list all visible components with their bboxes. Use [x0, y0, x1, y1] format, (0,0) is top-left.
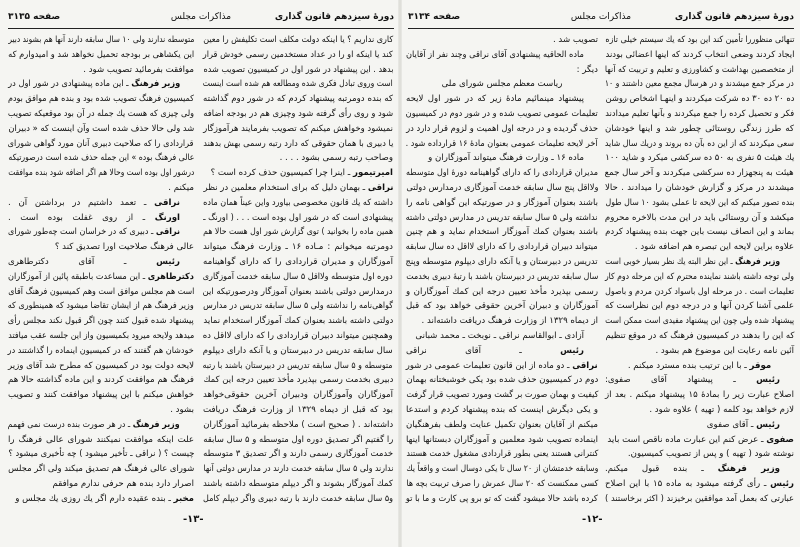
line-text: که بنده دومرتبه پیشنهاد کردم که در شور دوم گذاشته [203, 94, 393, 105]
line-text: تعلیمات است . در مرحله اول باسواد کردن مردم و باصول [605, 286, 794, 297]
text-line [406, 344, 598, 359]
line-text: ـ پیشنهاد آقای صفوی: [605, 375, 736, 386]
text-line [203, 270, 393, 285]
speaker-name: اورنگ [154, 212, 180, 223]
text-line [8, 418, 194, 433]
text-line [406, 359, 598, 374]
text-line [406, 270, 598, 285]
speaker-name: رئیس [560, 345, 584, 356]
line-text: ـ بهمان دلیل که برای استخدام معلمین در نظر [203, 182, 365, 193]
line-text: میتواند دبیران قراردادی را که دارای لااقل ده سال سابقه [405, 242, 598, 253]
line-text: ـ در هر صورت بنده درست نمی فهمم [7, 419, 131, 430]
line-text: داشته که یك قانون مخصوصی بیاورد واین عیناً همان ماده [203, 197, 393, 208]
line-text: ـ از روی غفلت بوده است . [8, 212, 146, 223]
line-text: خدمت آموزگاری رسمی دارند و اگر تصدیق ۳ متوسطه [203, 449, 393, 460]
text-line [203, 477, 393, 492]
text-line [605, 107, 794, 122]
text-line [8, 225, 194, 240]
line-text: اصرار دارد بنده هم حرفی ندارم موافقم [52, 478, 194, 489]
line-text: درمدارس دولتی باشند بعنوان آموزگار ودرصورتیکه این [202, 286, 393, 297]
text-line [605, 137, 794, 152]
line-text: و۵ سال سابقه خدمت دارند با رتبه دبیری واگر دیپلم کامل [202, 493, 393, 504]
line-text: کرده باشد حالا میشود گفت که تو برو پی کارت و ما با تو [406, 493, 598, 504]
text-line [605, 166, 794, 181]
text-line [605, 314, 794, 329]
line-text: تدریس در دبیرستان و یا آنکه دارای دیپلوم متوسطه وپنج [405, 256, 598, 267]
line-text: اینماده تصویب شود معلمین و آموزگاران دبستانها اینها [406, 434, 598, 445]
line-text: خواهش میکنم با این پیشنهاد موافقت کنند و تصویب [8, 390, 194, 401]
text-line [605, 447, 794, 462]
text-line [8, 462, 194, 477]
text-line [406, 240, 598, 255]
line-text: عبارتی که بعمل آمد موافقین برخیزند ( اکثر برخاستند ) [605, 493, 794, 504]
text-line [605, 63, 794, 78]
text-line [406, 33, 598, 48]
line-text: آزادی ـ ابوالقاسم نراقی ـ نوبخت ـ محمد شبانی [415, 330, 584, 341]
text-line [8, 373, 194, 388]
text-line [406, 211, 598, 226]
text-line [406, 285, 598, 300]
text-line [203, 196, 393, 211]
line-text: یك هیئت ۵ نفری به ۵۰ ده سرکشی میکرد و شاید ۱۰۰ [604, 153, 794, 164]
line-text: هیئت به پنجهزار ده سرکشی میکردند و آخر سال جمع [604, 168, 794, 179]
line-text: بشود . [170, 404, 194, 415]
header-rule [8, 28, 394, 29]
line-text: آئین نامه رعایت این موضوع هم بشود . [655, 345, 794, 356]
line-text: کند یا اینکه او را در عداد مستخدمین رسمی خودش قرار [202, 49, 393, 60]
line-text: کاری نداریم ؟ یا اینکه دولت مکلف است تکلیفش را معین [202, 35, 393, 45]
text-line [605, 462, 794, 477]
text-line [406, 196, 598, 211]
page-footer-number: -۱۳- [183, 514, 204, 525]
text-line [406, 92, 598, 107]
line-text: بود که قبل از دیماه ۱۳۲۹ از وزارت فرهنگ دریافت [203, 404, 393, 415]
text-line [203, 92, 393, 107]
speaker-name: نراقی [572, 360, 598, 371]
speaker-name: وزیر فرهنگ [133, 419, 180, 430]
speaker-name: رئیس [156, 256, 180, 267]
line-text: نمیشود وخواهش میکنم که تصویب بفرمایند هرآموزگار [203, 123, 393, 134]
line-text: از دیماه ۱۳۲۹ از وزارت فرهنگ دریافت داشته‌اند . [421, 316, 598, 327]
line-text: ـ آقای صفوی [706, 419, 754, 430]
line-text: حذف گردیده و در درجه اول اهمیت و لزوم قرار دارد در [406, 123, 598, 134]
text-line [605, 492, 794, 507]
line-text: سال سابقه تدریس در دبیرستان و یا آنکه دارای دیپلوم [203, 345, 393, 356]
text-line [8, 447, 194, 462]
text-line [8, 137, 194, 152]
text-line [203, 403, 393, 418]
line-text: در مرکز جمع میشدند و در هرسال مجمع معین داشتند و ۱۰ [604, 79, 794, 90]
line-text: عالی فرهنگ بوده » این جمله حذف شده است درصورتیکه [7, 153, 194, 164]
line-text: این یکشاهی بر بودجه تحمیل نخواهد شد و امیدوارم که [7, 49, 194, 60]
text-line [406, 314, 598, 329]
line-text: چیست ؟ ( نراقی ـ تأخیر میشود ) چه تأخیری میشود ؟ [7, 449, 194, 460]
line-text: متوسطه ندارند ولی ۱۰ سال سابقه دارند آنها هم بشوند دبیر [7, 35, 194, 45]
text-line [203, 388, 393, 403]
text-line [8, 344, 194, 359]
text-line [8, 492, 194, 507]
text-line [8, 433, 194, 448]
text-line [8, 196, 194, 211]
text-line [605, 270, 794, 285]
line-text: وصاحب رتبه رسمی بشود . . . . [279, 153, 393, 164]
line-text: ده ۲۰ ده ۳۰ ده شرکت میکردند و اینهـا اشخاص روشن [604, 94, 794, 105]
text-line [406, 433, 598, 448]
text-line [8, 166, 194, 181]
text-line [203, 255, 393, 270]
line-text: تعلیمات عمومی تصویب شده و در شور دوم در کمیسیون [405, 108, 598, 119]
text-line [203, 433, 393, 448]
line-text: متوسطه و ۵ سال سابقه تدریس در دبیرستان باشند با رتبه [202, 360, 393, 371]
text-line [203, 492, 393, 507]
text-line [406, 462, 598, 477]
text-line [605, 255, 794, 270]
text-line [203, 314, 393, 329]
line-text: موافقت بفرمائید تصویب شود . [83, 64, 194, 75]
speaker-name: دکترطاهری [147, 271, 194, 282]
text-line [203, 225, 393, 240]
text-line [8, 329, 194, 344]
line-text: یا دبیری با همان حقوقی که دارد رتبه رسمی بهش بدهند [202, 138, 393, 149]
text-line [406, 137, 598, 152]
line-text: کیفیت و بهمان صورت بر گشت ومورد تصویب قرار گرفت [405, 390, 598, 401]
line-text: مدیران قراردادی را که دارای گواهینامه دورهٔ اول متوسطه [405, 168, 598, 179]
line-text: است هم مجلس موافق است وهم کمیسیون فرهنگ آقای [7, 286, 194, 297]
text-line [8, 240, 194, 255]
text-line [406, 151, 598, 166]
section-title: مذاکرات مجلس [570, 12, 632, 22]
text-line [8, 151, 194, 166]
line-text: ولی چیزی که هست یك جمله در آن بود موقعیکه تصویب [7, 108, 194, 119]
line-text: وهمچنین میتواند دبیران قراردادی را که دارای لااقل ده [203, 330, 393, 341]
text-line [203, 240, 393, 255]
speaker-name: مخبر [173, 493, 194, 504]
line-text: پیشنهاد مینمائیم مادهٔ زیر که در شور اول لایحه [406, 94, 584, 105]
line-text: ایجاد کردند وضعی انتخاب کردند که اینها اعضائی بودند [604, 49, 794, 60]
line-text: لایحه دولت بود در کمیسیون که مطرح شد آقای وزیر [8, 360, 194, 371]
line-text: فرهنگ هم موافقت کردند و این ماده گذاشته حالا هم [8, 375, 194, 386]
text-line [605, 388, 794, 403]
line-text: وسابقه خدمتشان از ۲۰ سال تا یکی دوسال است و واقعاً یك [405, 464, 598, 475]
text-line [406, 166, 598, 181]
text-line [406, 492, 598, 507]
text-line [203, 137, 393, 152]
text-line [605, 196, 794, 211]
text-line [8, 122, 194, 137]
line-text: علت اینکه موافقت نمیکنند شورای عالی فرهنگ را [8, 434, 194, 445]
line-text: ـ بنده عقیده دارم اگر یك روزی یك مجلس و [15, 493, 171, 504]
text-line [203, 77, 393, 92]
line-text: سال سابقه تدریس در دبیرستان باشند با رتبهٔ دبیری بخدمت [405, 271, 598, 282]
line-text: نداشته ولی ۵ سال سابقه تدریس در مدارس دولتی داشته [406, 212, 598, 223]
session-title: دورهٔ سیزدهم قانون گذاری [274, 12, 394, 22]
line-text: ماده الحاقیه پیشنهادی آقای نراقی وچند نفر از آقایان [406, 49, 584, 60]
line-text: آخر لایحه تعلیمات عمومی بعنوان مادهٔ ۱۶ قرارداده شود . [405, 138, 598, 149]
line-text: علمی آشنا کردن آنها و در درجه دوم این نظراست که [605, 301, 794, 312]
line-text: باشند بعنوان کمك آموزگار استخدام نماید و هم چنین [406, 227, 598, 238]
text-line [8, 285, 194, 300]
line-text: آموزگاران وآموزگاران ودبیران آخرین حقوقی‌خواهد [203, 390, 393, 401]
line-text: پیشنهادی است که در شور اول بوده است . . . ( اورنگ ـ [202, 212, 393, 223]
line-text: درشور اول بوده است وحالا هم اگر اضافه شود بنده موافقت [7, 168, 194, 179]
line-text: شود و روی رأی گرفته شود وچیزی هم در بودجه اضافه [203, 108, 393, 119]
text-line [203, 33, 393, 48]
text-line [605, 477, 794, 492]
line-text: تصویب شد . [552, 35, 598, 45]
section-title: مذاکرات مجلس [170, 12, 232, 22]
session-title: دورهٔ سیزدهم قانون گذاری [674, 12, 794, 22]
line-text: پیشنهاد شده ولی چون این پیشنهاد مفیدی است ممکن است [604, 316, 794, 327]
text-column [203, 33, 393, 507]
line-text: نوشته شود ( تهیه ) و پس از تصویب کمیسیون. [627, 449, 794, 460]
line-text: دولتی داشته باشند بعنوان کمك آموزگار استخدام نماید [203, 316, 393, 327]
text-line [605, 240, 794, 255]
page-footer-number: -۱۲- [582, 514, 603, 525]
line-text: که طرز زندگی روستائی چطور شد و اینها خودشان [605, 123, 794, 134]
line-text: ولااقل پنج سال سابقه خدمت آموزگاری درمدارس دولتی [405, 182, 598, 193]
text-line [406, 373, 598, 388]
text-line [605, 418, 794, 433]
line-text: میکنم . [168, 182, 194, 193]
line-text: رسمی بپذیرد مأخذ تعیین درجه این کمك آموزگاران و [406, 286, 598, 297]
text-line [8, 314, 194, 329]
line-text: عالی فرهنگ صلاحیت اورا تصدیق کند ؟ [54, 242, 194, 253]
line-text: که این را بدهند در کمیسیون فرهنگ که در موقع تنظیم [605, 330, 794, 341]
text-line [406, 122, 598, 137]
text-line [203, 48, 393, 63]
line-text: لازم خواهد بود کلمه ( تهیه ) علاوه شود . [649, 404, 794, 415]
line-text: بنده تصور میکنم که این لایحه تا عملی بشود ۱۰ سال طول [605, 197, 794, 208]
text-line [605, 211, 794, 226]
text-line [406, 77, 598, 92]
text-line [605, 299, 794, 314]
line-text: همین ماده را بخوانید ) توی گزارش شور اول هست حالا هم [203, 227, 393, 238]
page-header [408, 10, 794, 28]
text-line [605, 373, 794, 388]
line-text: سعی میکردند که از این ده بآن ده بروند و دریك سال شاید [604, 138, 794, 149]
speaker-name: وزیر فرهنگ [735, 256, 780, 267]
line-text: ـ رأی گرفته میشود به ماده ۱۵ با این اصلاح [605, 478, 767, 489]
line-text: میدهد ولایحه میرود بکمیسیون واز این جلسه عقب میافتد [8, 330, 194, 341]
speaker-name: نراقی [155, 227, 180, 238]
text-line [8, 477, 194, 492]
text-line [406, 418, 598, 433]
text-line [203, 344, 393, 359]
text-line [203, 166, 393, 181]
text-line [8, 388, 194, 403]
line-text: ـ دو ماده از این قانون تعلیمات عمومی در شور [406, 360, 570, 371]
text-column [406, 33, 598, 507]
text-line [8, 181, 194, 196]
line-text: میکنم از آقایان بعنوان تکمیل عنایت ولطف بفرهنگیان [406, 419, 598, 430]
speaker-name: رئیس [756, 419, 780, 430]
speaker-name: نراقی [154, 197, 180, 208]
line-text: وزیر فرهنگ هم از ایشان تقاضا میشود که همینطوری که [8, 301, 194, 312]
line-text: کنترانی هستند یعنی بطور قراردادی مشغول خدمت هستند [406, 449, 598, 460]
line-text: ـ عرض کنم این عبارت ماده ناقص است باید [607, 434, 764, 445]
line-text: بماند و این انصاف نیست باین جهت بنده پیشنهاد کردم [605, 227, 794, 238]
text-line [8, 299, 194, 314]
text-column [8, 33, 194, 507]
text-line [203, 462, 393, 477]
line-text: آموزگاران و مدیران قراردادی را که دارای گواهینامه [203, 256, 393, 267]
text-line [605, 285, 794, 300]
line-text: ـ اینرا چرا کمیسیون حذف کرده است ؟ [210, 168, 351, 179]
line-text: کسی ممکنست که ۲۰ سال عمرش را صرف تربیت بچه ها [406, 478, 598, 489]
line-text: ـ آقای دکترطاهری [8, 256, 127, 267]
text-line [605, 344, 794, 359]
page-number: صفحه ۳۱۳۵ [8, 12, 61, 22]
line-text: داشته‌اند . ( صحیح است ) ملاحظه بفرمائید آموزگاران [202, 419, 393, 430]
text-line [605, 92, 794, 107]
line-text: و یکی دیگرش اینست که بنده پیشنهاد کردم و استدعا [406, 404, 598, 415]
line-text: خودشان هم گفتند که در کمیسیون اینماده را گذاشتند در [7, 345, 194, 356]
line-text: دیگر : [576, 64, 598, 75]
text-line [605, 225, 794, 240]
text-line [203, 151, 393, 166]
line-text: آموزگاران و دبیران آخرین حقوقی خواهد بود که قبل [406, 301, 598, 312]
line-text: ماده ۱۶ ـ وزارت فرهنگ میتواند آموزگاران و [428, 153, 584, 164]
page-header [8, 10, 394, 28]
speaker-name: صفوی [766, 434, 794, 445]
line-text: کمیسیون فرهنگ تصویب شده بود و بنده هم موافق بودم [8, 94, 194, 105]
line-text: دوم در کمیسیون حذف شده بود یکی خوشبختانه بهمان [406, 375, 598, 386]
line-text: شد ولی حالا حذف شده است وآن اینست که « دبیران [8, 123, 194, 134]
text-line [605, 433, 794, 448]
line-text: میکشد و آن روستائی باید در این مدت بالاخره محروم [604, 212, 794, 223]
line-text: قراردادی را که صلاحیت دبیری آنان مورد گواهی شورای [8, 138, 194, 149]
text-line [8, 92, 194, 107]
line-text: ـ دبیری که در خراسان است چه‌طور شورای [7, 227, 154, 238]
text-line [8, 48, 194, 63]
speaker-name: موقر [749, 360, 772, 371]
text-line [8, 359, 194, 374]
line-text: دومرتبه میخوانم : مـاده ۱۶ ـ وزارت فرهنگ میتواند [203, 242, 393, 253]
speaker-name: وزیر فرهنگ [717, 464, 780, 475]
text-line [605, 359, 794, 374]
text-line [406, 63, 598, 78]
text-line [406, 329, 598, 344]
speaker-name: وزیر فرهنگ [130, 79, 180, 90]
line-text: بدهد . این پیشنهاد در شور اول در کمیسیون تصویب شده [203, 64, 393, 75]
text-line [203, 359, 393, 374]
text-line [605, 181, 794, 196]
text-line [406, 403, 598, 418]
text-line [605, 329, 794, 344]
text-line [8, 77, 194, 92]
text-line [406, 299, 598, 314]
text-line [605, 151, 794, 166]
text-line [203, 122, 393, 137]
page-number: صفحه ۳۱۳۴ [408, 12, 461, 22]
speaker-name: رئیس [756, 375, 780, 386]
line-text: اصلاح عبارت زیر را بمادهٔ ۱۵ پیشنهاد میکنم . بعد از [605, 390, 794, 401]
speaker-name: امیرتیمور [353, 168, 393, 179]
text-line [406, 107, 598, 122]
text-line [8, 255, 194, 270]
line-text: گواهی‌نامه را نداشته ولی ۵ سال سابقه تدریس در مدارس [203, 301, 393, 312]
text-line [8, 107, 194, 122]
text-line [8, 403, 194, 418]
text-line [406, 447, 598, 462]
text-line [406, 477, 598, 492]
line-text: ـ بنده قبول میکنم. [605, 464, 704, 475]
text-line [605, 33, 794, 48]
text-line [406, 255, 598, 270]
line-text: ـ این مساعدت باطبقه پائین از آموزگاران [8, 271, 146, 282]
line-text: را گفتیم اگر تصدیق دوره اول متوسطه و ۵ سال سابقه [203, 434, 393, 445]
line-text: ـ تعمد داشتیم در برداشتن آن . [8, 197, 147, 208]
text-line [203, 447, 393, 462]
page-3134 [400, 0, 800, 547]
text-line [406, 388, 598, 403]
line-text: ندارند ولی ۵ سال سابقه خدمت دارند در مدارس دولتی آنها [203, 464, 393, 475]
text-line [8, 270, 194, 285]
text-line [8, 211, 194, 226]
text-line [8, 63, 194, 78]
line-text: ـ این نظر البته یك نظر بسیار خوبی است [605, 256, 733, 267]
line-text: علاوه براین لایحه این تبصره هم اضافه شود . [634, 242, 794, 253]
text-line [203, 63, 393, 78]
line-text: دوره اول متوسطه ولااقل ۵ سال سابقه خدمت آموزگاری [202, 271, 393, 282]
line-text: ریاست معظم مجلس شورای ملی [441, 79, 563, 90]
line-text: فکر و تحصیل کرده را جمع میکردند و بآنها تعلیم میدادند [605, 108, 794, 119]
speaker-name: رئیس [770, 478, 794, 489]
text-line [605, 48, 794, 63]
line-text: ـ آقای نراقی [406, 345, 522, 356]
text-line [406, 181, 598, 196]
text-column [605, 33, 794, 507]
text-line [203, 211, 393, 226]
text-line [203, 181, 393, 196]
text-line [203, 285, 393, 300]
line-text: تنهائی منظوررا تأمین کند این بود که یك سیستم خیلی تازه [605, 35, 794, 45]
text-line [203, 107, 393, 122]
text-line [8, 33, 194, 48]
text-line [605, 403, 794, 418]
line-text: ـ با این ترتیب بنده مسترد میکنم . [627, 360, 747, 371]
line-text: دبیری بخدمت رسمی بپذیرد مأخذ تعیین درجه این کمك [203, 375, 393, 386]
header-rule [408, 28, 794, 29]
line-text: کمك آموزگار بشوند و اگر دیپلم متوسطه داشته باشند [203, 478, 393, 489]
text-line [203, 299, 393, 314]
text-line [406, 48, 598, 63]
line-text: میشدند در مرکز و گزارش خودشان را میدادند . حالا [605, 182, 794, 193]
line-text: از متخصصین بهداشت و کشاورزی و تعلیم و تربیت که آنها [605, 64, 794, 75]
line-text: ولی توجه داشته باشند نماینده محترم که این مرحله دوم کار [604, 271, 794, 282]
line-text: است وروی تبادل فکری شده ومطالعه هم شده است اینست [202, 79, 393, 90]
line-text: پیشنهاد شده قبول کنند چون اگر قبول نکند مجلس رأی [8, 316, 194, 327]
text-line [203, 418, 393, 433]
line-text: ـ این ماده پیشنهادی در شور اول در [7, 79, 129, 90]
text-line [203, 329, 393, 344]
speaker-name: نراقی [367, 182, 393, 193]
text-line [203, 373, 393, 388]
text-line [605, 122, 794, 137]
text-line [605, 77, 794, 92]
text-line [406, 225, 598, 240]
line-text: شورای عالی فرهنگ هم تصدیق میکند ولی اگر مجلس [7, 464, 194, 475]
line-text: باشند بعنوان آموزگار و در صورتیکه این گواهی نامه را [406, 197, 598, 208]
